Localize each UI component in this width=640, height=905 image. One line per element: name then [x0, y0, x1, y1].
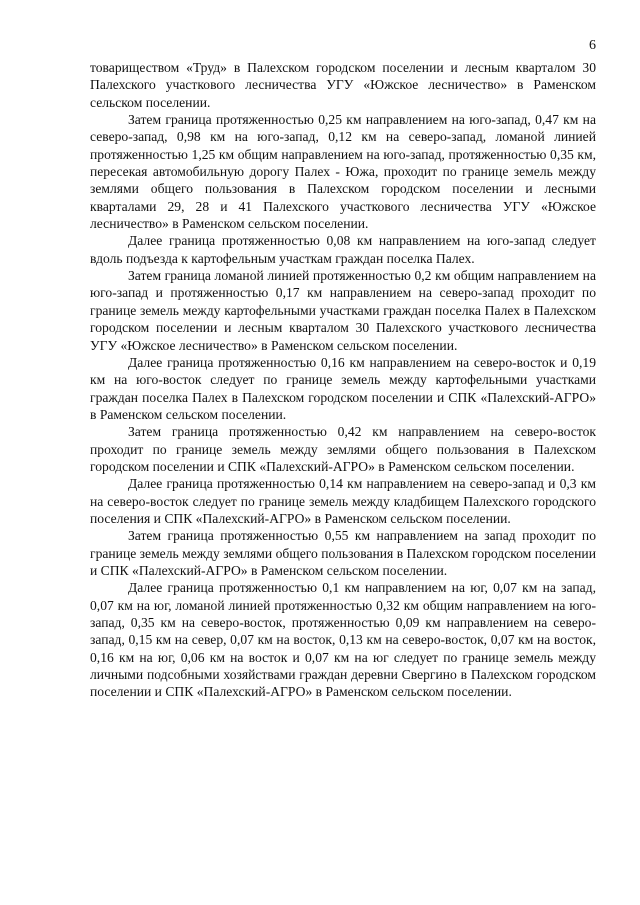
paragraph-6: Затем граница протяженностью 0,42 км направлением на северо-восток проходит по границе земель между землями общего пользования в Палехском городском поселении и СПК «Палехский-АГРО» в Раменском сельском поселении.: [90, 424, 596, 474]
page-number: 6: [589, 38, 596, 53]
paragraph-7: Далее граница протяженностью 0,14 км направлением на северо-запад и 0,3 км на северо-восток следует по границе земель между кладбищем Палехского городского поселения и СПК «Палехский-АГРО» в Раменском сельском поселении.: [90, 476, 596, 526]
paragraph-5: Далее граница протяженностью 0,16 км направлением на северо-восток и 0,19 км на юго-восток следует по границе земель между картофельными участками граждан поселка Палех в Палехском городском поселении и СПК «Палехский-АГРО» в Раменском сельском поселении.: [90, 354, 596, 422]
paragraph-1: товариществом «Труд» в Палехском городском поселении и лесным кварталом 30 Палехского участкового лесничества УГУ «Южское лесничество» в Раменском сельском поселении.: [90, 60, 596, 110]
document-body: [90, 59, 596, 701]
paragraph-9: Далее граница протяженностью 0,1 км направлением на юг, 0,07 км на запад, 0,07 км на юг, ломаной линией протяженностью 0,32 км общим направлением на юго-запад, 0,35 км на северо-восток, протяженностью 0,09 км направлением на северо-запад, 0,15 км на север, 0,07 км на восток, 0,13 км на северо-восток, 0,07 км на восток, 0,16 км на юг, 0,06 км на восток и 0,07 км на юг следует по границе земель между личными подсобными хозяйствами граждан деревни Свергино в Палехском городском поселении и СПК «Палехский-АГРО» в Раменском сельском поселении.: [90, 580, 596, 700]
paragraph-2: Затем граница протяженностью 0,25 км направлением на юго-запад, 0,47 км на северо-запад, 0,98 км на юго-запад, 0,12 км на северо-запад, ломаной линией протяженностью 1,25 км общим направлением на юго-запад, протяженностью 0,35 км, пересекая автомобильную дорогу Палех - Южа, проходит по границе земель между землями общего пользования в Палехском городском поселении и лесными кварталами 29, 28 и 41 Палехского участкового лесничества УГУ «Южское лесничество» в Раменском сельском поселении.: [90, 112, 596, 232]
paragraph-3: Далее граница протяженностью 0,08 км направлением на юго-запад следует вдоль подъезда к картофельным участкам граждан поселка Палех.: [90, 233, 596, 266]
paragraph-8: Затем граница протяженностью 0,55 км направлением на запад проходит по границе земель между землями общего пользования в Палехском городском поселении и СПК «Палехский-АГРО» в Раменском сельском поселении.: [90, 528, 596, 578]
paragraph-4: Затем граница ломаной линией протяженностью 0,2 км общим направлением на юго-запад и протяженностью 0,17 км направлением на северо-запад проходит по границе земель между картофельными участками граждан поселка Палех в Палехском городском поселении и лесным кварталом 30 Палехского участкового лесничества УГУ «Южское лесничество» в Раменском сельском поселении.: [90, 268, 596, 353]
